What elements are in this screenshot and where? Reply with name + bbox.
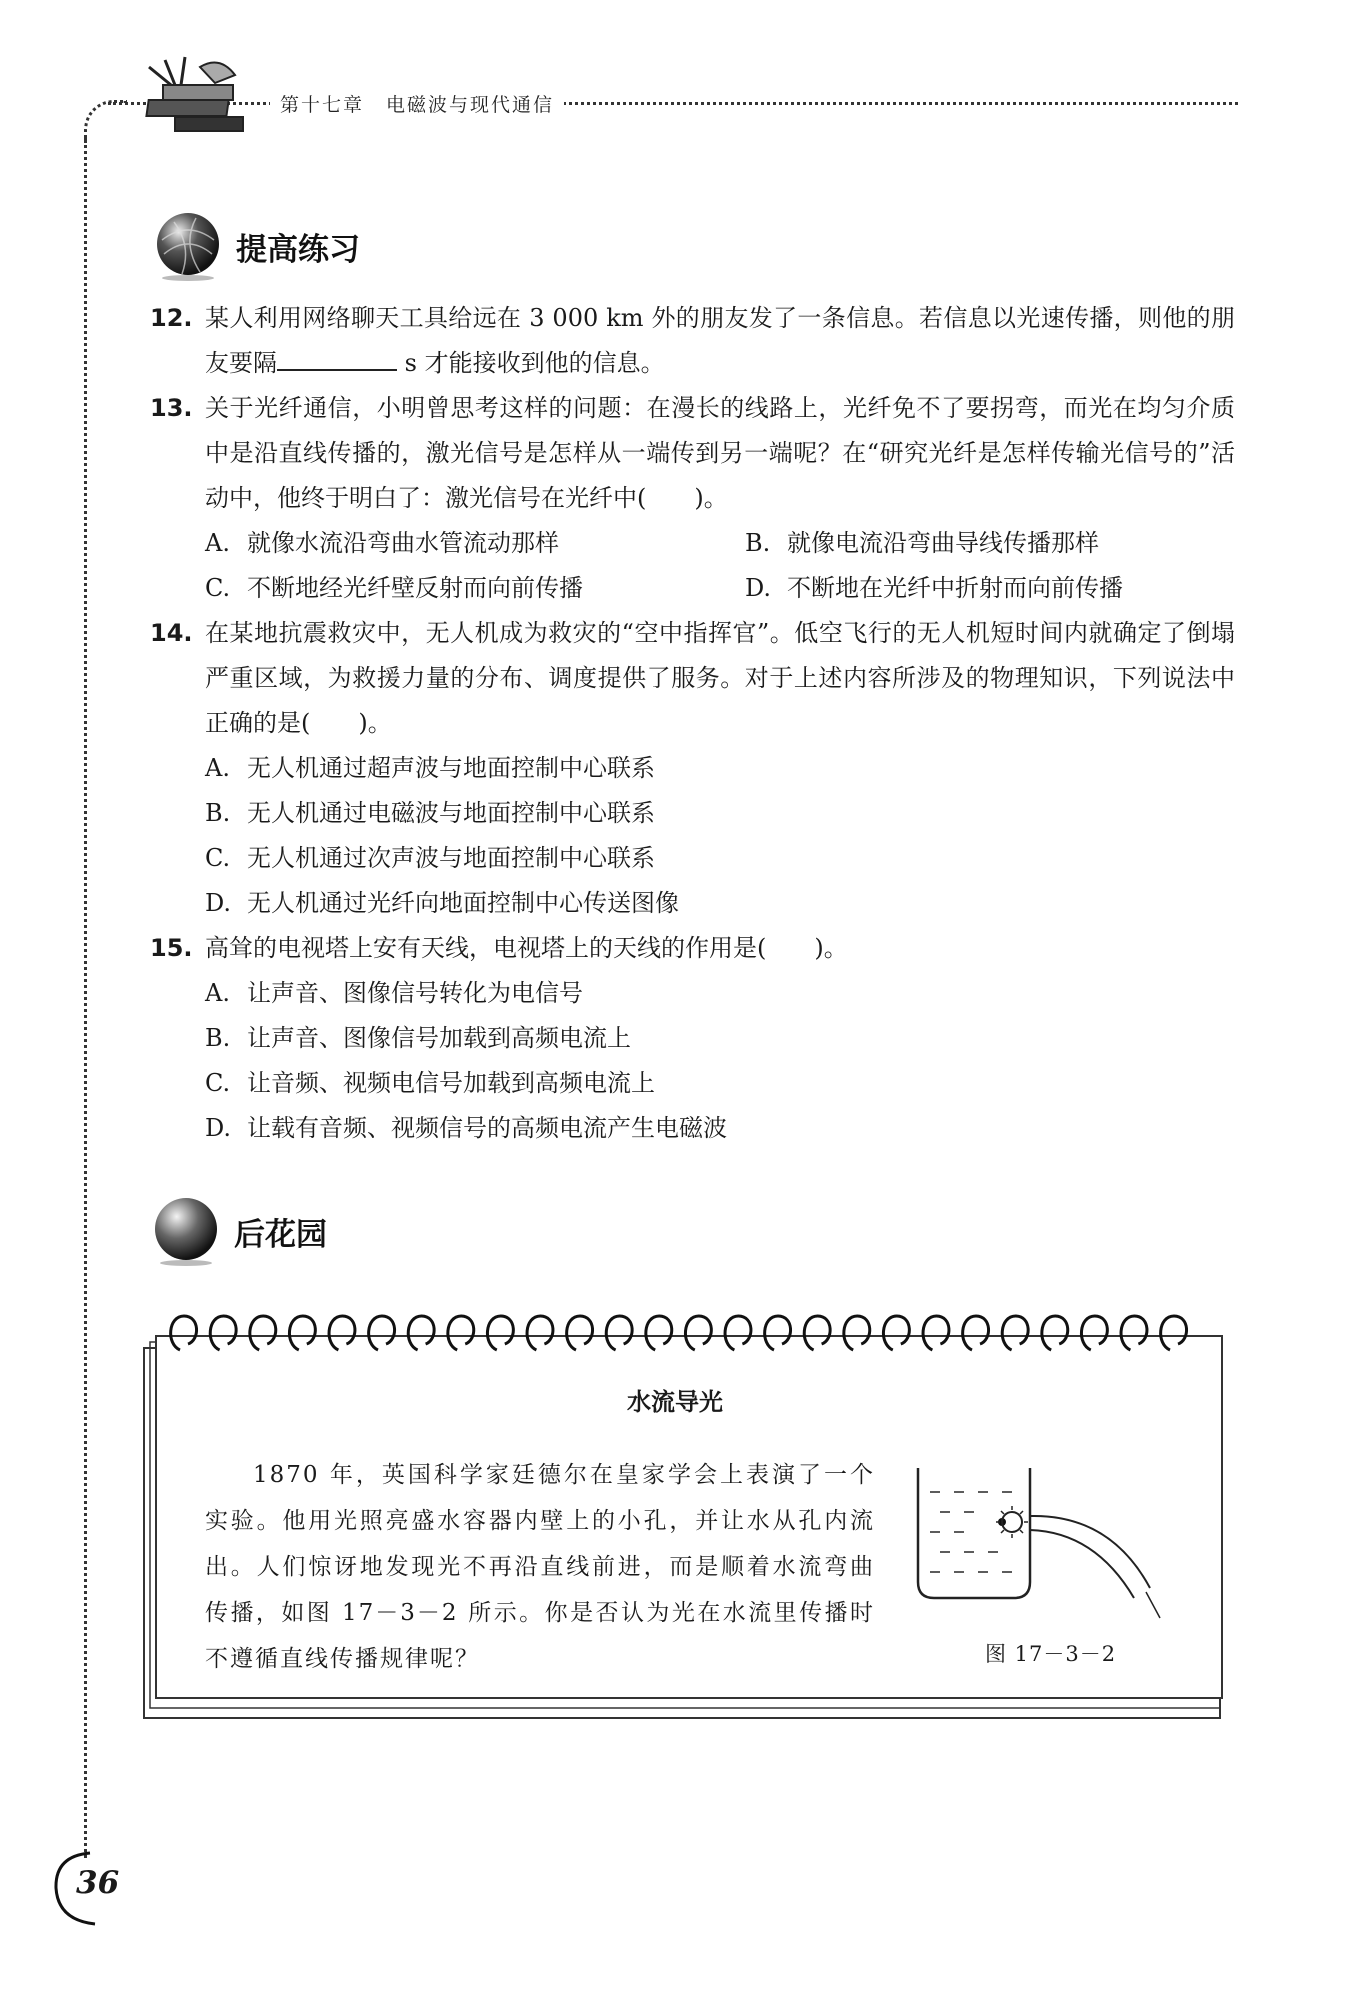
option-c[interactable]: C. 让音频、视频电信号加载到高频电流上 bbox=[205, 1069, 655, 1097]
chapter-title: 电磁波与现代通信 bbox=[386, 93, 555, 116]
figure-caption: 图 17－3－2 bbox=[985, 1642, 1117, 1666]
question-stem: 在某地抗震救灾中，无人机成为救灾的“空中指挥官”。低空飞行的无人机短时间内就确定了倒塌严重区域，为救援力量的分布、调度提供了服务。对于上述内容所涉及的物理知识，下列说法中正确的是( )。 bbox=[205, 619, 1235, 737]
chapter-label: 第十七章 bbox=[280, 93, 365, 116]
option-a[interactable]: A. 让声音、图像信号转化为电信号 bbox=[205, 979, 583, 1007]
running-header bbox=[270, 88, 564, 118]
header-border-corner bbox=[84, 100, 127, 143]
option-d[interactable]: D. 让载有音频、视频信号的高频电流产生电磁波 bbox=[205, 1114, 727, 1142]
question-stem: 某人利用网络聊天工具给远在 3 000 km 外的朋友发了一条信息。若信息以光速传播，则他的朋友要隔 s 才能接收到他的信息。 bbox=[205, 304, 1235, 377]
books-logo-icon bbox=[145, 55, 250, 140]
question-13 bbox=[150, 386, 1235, 611]
option-a[interactable]: A. 无人机通过超声波与地面控制中心联系 bbox=[205, 754, 655, 782]
option-c[interactable]: C. 无人机通过次声波与地面控制中心联系 bbox=[205, 844, 655, 872]
question-number: 14. bbox=[150, 619, 193, 647]
reading-body: 1870 年，英国科学家廷德尔在皇家学会上表演了一个实验。他用光照亮盛水容器内壁上的小孔，并让水从孔内流出。人们惊讶地发现光不再沿直线前进，而是顺着水流弯曲传播，如图 17－3－2 所示。你是否认为光在水流里传播时不遵循直线传播规律呢？ bbox=[205, 1462, 875, 1672]
answer-blank[interactable] bbox=[277, 341, 397, 371]
question-12 bbox=[150, 296, 1235, 386]
option-b[interactable]: B. 就像电流沿弯曲导线传播那样 bbox=[745, 529, 1099, 557]
section-title: 提高练习 bbox=[236, 231, 360, 268]
option-list bbox=[205, 971, 1235, 1151]
question-14 bbox=[150, 611, 1235, 926]
page-number: 36 bbox=[76, 1865, 120, 1901]
margin-dotted-rule bbox=[84, 138, 87, 1858]
question-stem: 高耸的电视塔上安有天线，电视塔上的天线的作用是( )。 bbox=[205, 934, 848, 962]
globe-ball-icon bbox=[152, 210, 224, 282]
section-title: 后花园 bbox=[234, 1216, 327, 1253]
option-c[interactable]: C. 不断地经光纤壁反射而向前传播 bbox=[205, 574, 583, 602]
question-number: 12. bbox=[150, 304, 193, 332]
option-d[interactable]: D. 无人机通过光纤向地面控制中心传送图像 bbox=[205, 889, 679, 917]
option-b[interactable]: B. 无人机通过电磁波与地面控制中心联系 bbox=[205, 799, 655, 827]
question-number: 15. bbox=[150, 934, 193, 962]
question-15 bbox=[150, 926, 1235, 1151]
question-stem: 关于光纤通信，小明曾思考这样的问题：在漫长的线路上，光纤免不了要拐弯，而光在均匀介质中是沿直线传播的，激光信号是怎样从一端传到另一端呢？在“研究光纤是怎样传输光信号的”活动中，他终于明白了：激光信号在光纤中( )。 bbox=[205, 394, 1235, 512]
option-a[interactable]: A. 就像水流沿弯曲水管流动那样 bbox=[205, 529, 559, 557]
option-b[interactable]: B. 让声音、图像信号加载到高频电流上 bbox=[205, 1024, 631, 1052]
reading-title: 水流导光 bbox=[627, 1388, 723, 1416]
question-list bbox=[150, 296, 1235, 1151]
section-heading-garden bbox=[150, 1195, 327, 1267]
option-d[interactable]: D. 不断地在光纤中折射而向前传播 bbox=[745, 574, 1123, 602]
question-number: 13. bbox=[150, 394, 193, 422]
sphere-ball-icon bbox=[150, 1195, 222, 1267]
option-list bbox=[205, 521, 1235, 611]
section-heading-practice bbox=[152, 210, 360, 282]
option-list bbox=[205, 746, 1235, 926]
water-beaker-figure bbox=[910, 1460, 1170, 1620]
